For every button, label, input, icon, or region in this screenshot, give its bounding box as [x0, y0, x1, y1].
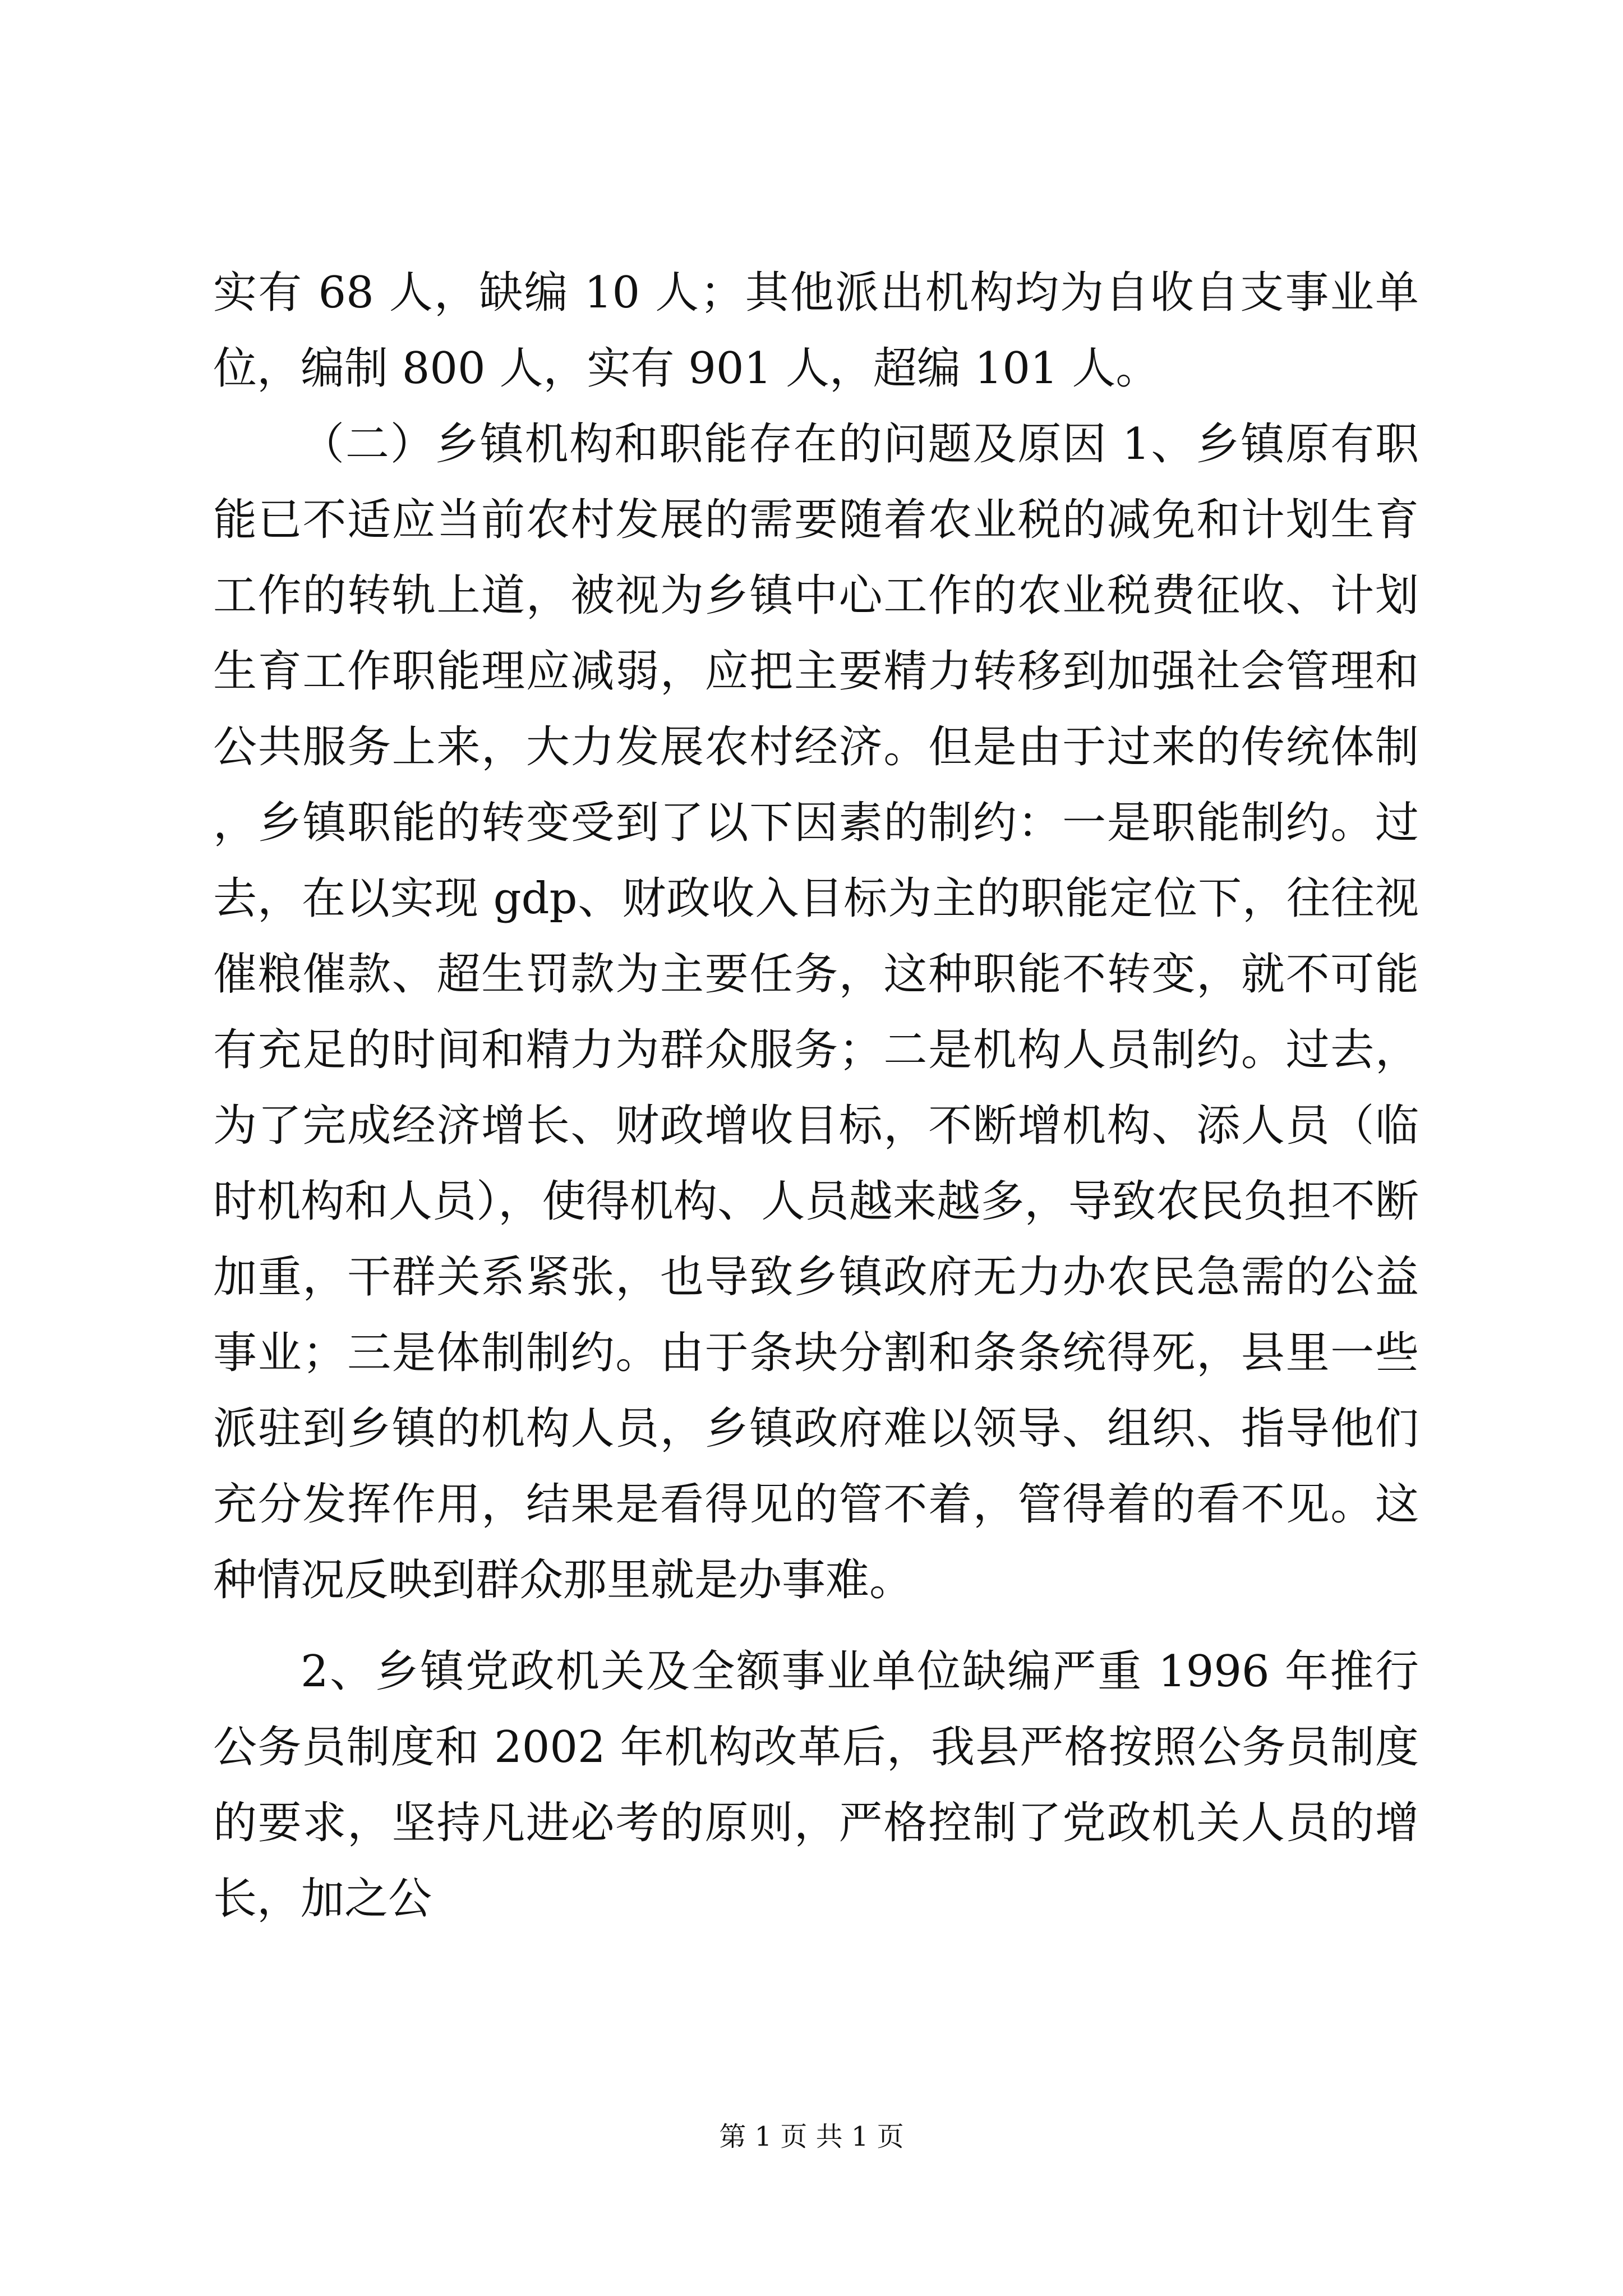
- paragraph-1: 实有 68 人，缺编 10 人；其他派出机构均为自收自支事业单位，编制 800 人，实有 901 人，超编 101 人。: [213, 268, 1419, 394]
- paragraph-3: 2、乡镇党政机关及全额事业单位缺编严重 1996 年推行公务员制度和 2002 年机构改革后，我县严格按照公务员制度的要求，坚持凡进必考的原则，严格控制了党政机关人员的增长，加之公: [213, 1646, 1419, 1924]
- page-footer: 第 1 页 共 1 页: [719, 2121, 904, 2152]
- paragraph-2: （二）乡镇机构和职能存在的问题及原因 1、乡镇原有职能已不适应当前农村发展的需要随着农业税的减免和计划生育工作的转轨上道，被视为乡镇中心工作的农业税费征收、计划生育工作职能理应减弱，应把主要精力转移到加强社会管理和公共服务上来，大力发展农村经济。但是由于过来的传统体制，乡镇职能的转变受到了以下因素的制约：一是职能制约。过去，在以实现 gdp、财政收入目标为主的职能定位下，往往视催粮催款、超生罚款为主要任务，这种职能不转变，就不可能有充足的时间和精力为群众服务；二是机构人员制约。过去，为了完成经济增长、财政增收目标，不断增机构、添人员（临时机构和人员），使得机构、人员越来越多，导致农民负担不断加重，干群关系紧张，也导致乡镇政府无力办农民急需的公益事业；三是体制制约。由于条块分割和条条统得死，县里一些派驻到乡镇的机构人员，乡镇政府难以领导、组织、指导他们充分发挥作用，结果是看得见的管不着，管得着的看不见。这种情况反映到群众那里就是办事难。: [213, 419, 1419, 1605]
- document-body: [213, 255, 1419, 1937]
